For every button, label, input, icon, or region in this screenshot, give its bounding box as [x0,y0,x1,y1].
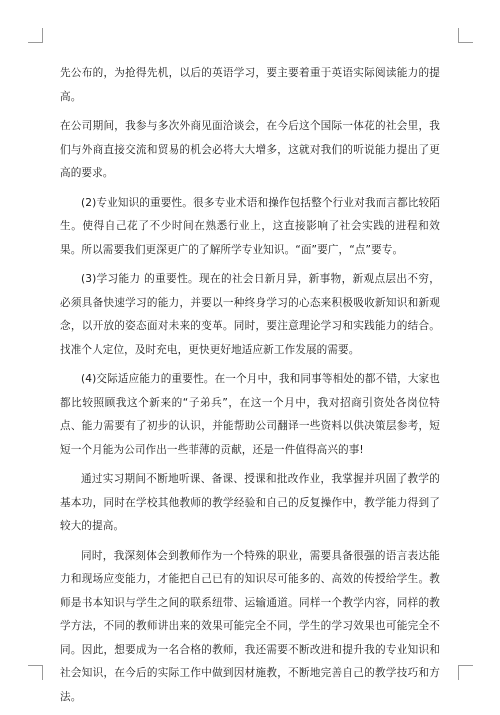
crop-mark-top-left [28,28,43,43]
crop-mark-top-right [458,28,473,43]
paragraph-1: 先公布的，为抢得先机，以后的英语学习，要主要着重于英语实际阅读能力的提高。 [60,67,440,103]
paragraph-5: (4)交际适应能力的重要性。在一个月中，我和同事等相处的都不错，大家也都比较照顾我这个新来的“子弟兵”，在这一个月中，我对招商引资处各岗位特点、能力需要有了初步的认识，并能帮助公司翻译一些资料以供决策层参考，短短一个月能为公司作出一些菲薄的贡献，还是一件值得高兴的事! [60,373,440,456]
document-body [60,62,440,715]
paragraph-6: 通过实习期间不断地听课、备课、授课和批改作业，我掌握并巩固了教学的基本功，同时在学校其他教师的教学经验和自己的反复操作中，教学能力得到了较大的提高。 [60,473,440,532]
paragraph-7: 同时，我深刻体会到教师作为一个特殊的职业，需要具备很强的语言表达能力和现场应变能力，才能把自己已有的知识尽可能多的、高效的传授给学生。教师是书本知识与学生之间的联系纽带、运输通道。同样一个教学内容，同样的教学方法，不同的教师讲出来的效果可能完全不同，学生的学习效果也可能完全不同。因此，想要成为一名合格的教师，我还需要不断改进和提升我的专业知识和社会知识，在今后的实际工作中做到因材施教，不断地完善自己的教学技巧和方法。 [60,549,440,703]
paragraph-3: (2)专业知识的重要性。很多专业术语和操作包括整个行业对我而言都比较陌生。使得自己花了不少时间在熟悉行业上，这直接影响了社会实践的进程和效果。所以需要我们更深更广的了解所学专业知识。“面”要广，“点”要专。 [60,196,440,256]
crop-mark-bottom-right [458,665,473,680]
crop-mark-bottom-left [28,665,43,680]
paragraph-2: 在公司期间，我参与多次外商见面洽谈会，在今后这个国际一体花的社会里，我们与外商直接交流和贸易的机会必将大大增多，这就对我们的听说能力提出了更高的要求。 [60,120,440,179]
paragraph-4: (3)学习能力 的重要性。现在的社会日新月异，新事物，新观点层出不穷，必须具备快速学习的能力，并要以一种终身学习的心态来积极吸收新知识和新观念，以开放的姿态面对未来的变革。同时，要注意理论学习和实践能力的结合。找准个人定位，及时充电，更快更好地适应新工作发展的需要。 [60,273,440,356]
